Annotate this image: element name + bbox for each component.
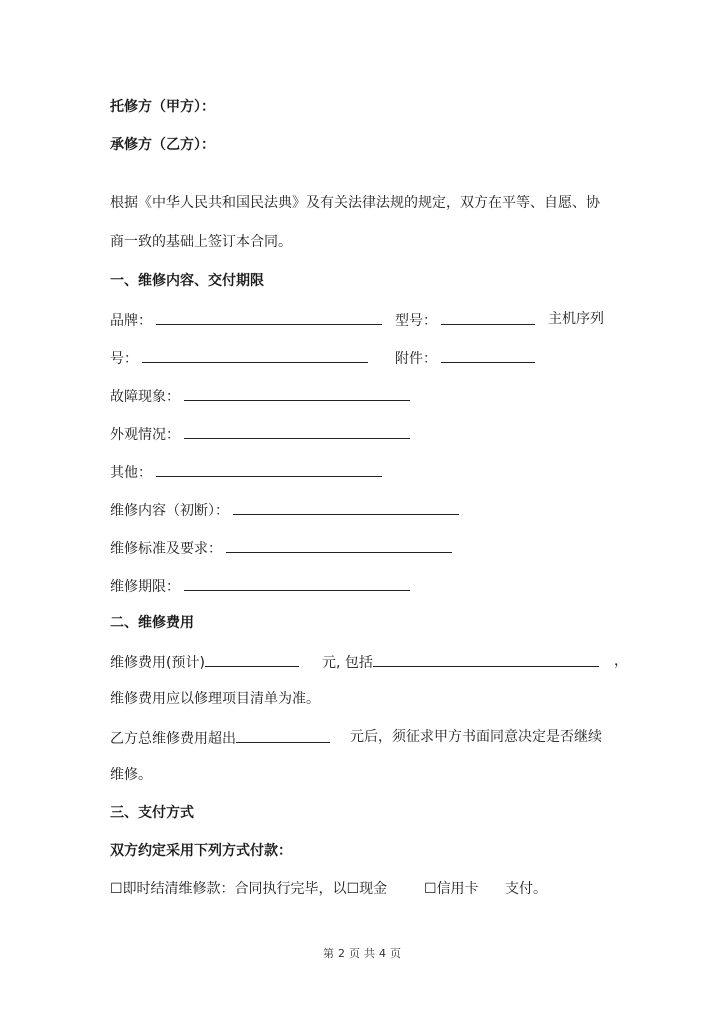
fault-blank[interactable]: [184, 386, 410, 401]
standard-blank[interactable]: [226, 538, 452, 553]
period-label: 维修期限：: [110, 579, 180, 595]
other-label: 其他：: [110, 465, 152, 481]
page-footer: [0, 947, 724, 961]
party-a-label: 托修方（甲方）：: [110, 99, 215, 115]
payment-option-line: [110, 880, 387, 898]
other-field: [110, 462, 382, 482]
card-option: [424, 880, 479, 898]
brand-blank[interactable]: [156, 310, 382, 325]
footer-suffix: 页: [390, 947, 401, 960]
accessory-blank[interactable]: [441, 348, 535, 363]
accessory-field: [395, 348, 535, 368]
period-blank[interactable]: [184, 576, 410, 591]
footer-current-page: 2: [338, 947, 345, 960]
brand-field: [110, 310, 382, 330]
fee-blank[interactable]: [205, 652, 299, 667]
exceed-blank[interactable]: [236, 728, 330, 743]
intro-line-2: 商一致的基础上签订本合同。: [110, 234, 292, 250]
cash-text: 现金: [359, 881, 388, 897]
appearance-label: 外观情况：: [110, 427, 180, 443]
footer-total-word: 共: [364, 947, 375, 960]
accessory-label: 附件：: [395, 351, 437, 367]
fault-field: [110, 386, 410, 406]
exceed-field: [110, 728, 330, 748]
section-2-heading: 二、维修费用: [110, 615, 194, 631]
fault-label: 故障现象：: [110, 389, 180, 405]
model-field: [395, 310, 535, 330]
card-checkbox[interactable]: ☐: [424, 881, 437, 897]
serial-blank[interactable]: [142, 348, 368, 363]
party-b-label: 承修方（乙方）：: [110, 137, 215, 153]
period-field: [110, 576, 410, 596]
pay-text: 支付。: [505, 881, 547, 897]
immediate-checkbox[interactable]: ☐: [110, 881, 123, 897]
immediate-option-text: 即时结清维修款：合同执行完毕，以: [122, 881, 347, 897]
fee-includes-blank[interactable]: [373, 652, 599, 667]
brand-label: 品牌：: [110, 313, 152, 329]
section-1-heading: 一、维修内容、交付期限: [110, 273, 264, 289]
cash-checkbox[interactable]: ☐: [346, 881, 360, 897]
section-3-heading: 三、支付方式: [110, 805, 194, 821]
fee-unit: 元, 包括: [322, 655, 373, 671]
content-label: 维修内容（初断）：: [110, 503, 229, 519]
footer-page-word: 页: [349, 947, 360, 960]
standard-field: [110, 538, 452, 558]
exceed-label: 乙方总维修费用超出: [110, 731, 236, 747]
content-field: [110, 500, 459, 520]
serial-label-part1: 主机序列: [548, 311, 604, 327]
model-label: 型号：: [395, 313, 437, 329]
fee-note: 维修费用应以修理项目清单为准。: [110, 691, 320, 707]
appearance-blank[interactable]: [184, 424, 410, 439]
payment-agree-text: 双方约定采用下列方式付款：: [110, 843, 292, 859]
fee-label: 维修费用(预计): [110, 655, 205, 671]
card-text: 信用卡: [436, 881, 479, 897]
appearance-field: [110, 424, 410, 444]
serial-label-part2: 号：: [110, 351, 138, 367]
model-blank[interactable]: [441, 310, 535, 325]
other-blank[interactable]: [156, 462, 382, 477]
exceed-text: 元后，须征求甲方书面同意决定是否继续: [350, 729, 602, 745]
fee-includes-field: [322, 652, 599, 672]
content-blank[interactable]: [233, 500, 459, 515]
standard-label: 维修标准及要求：: [110, 541, 222, 557]
footer-total-pages: 4: [379, 947, 386, 960]
intro-line-1: 根据《中华人民共和国民法典》及有关法律法规的规定，双方在平等、自愿、协: [110, 195, 600, 211]
exceed-text-2: 维修。: [110, 767, 152, 783]
serial-field: [110, 348, 368, 368]
fee-comma: ，: [614, 653, 628, 669]
footer-prefix: 第: [323, 947, 334, 960]
fee-field: [110, 652, 299, 672]
